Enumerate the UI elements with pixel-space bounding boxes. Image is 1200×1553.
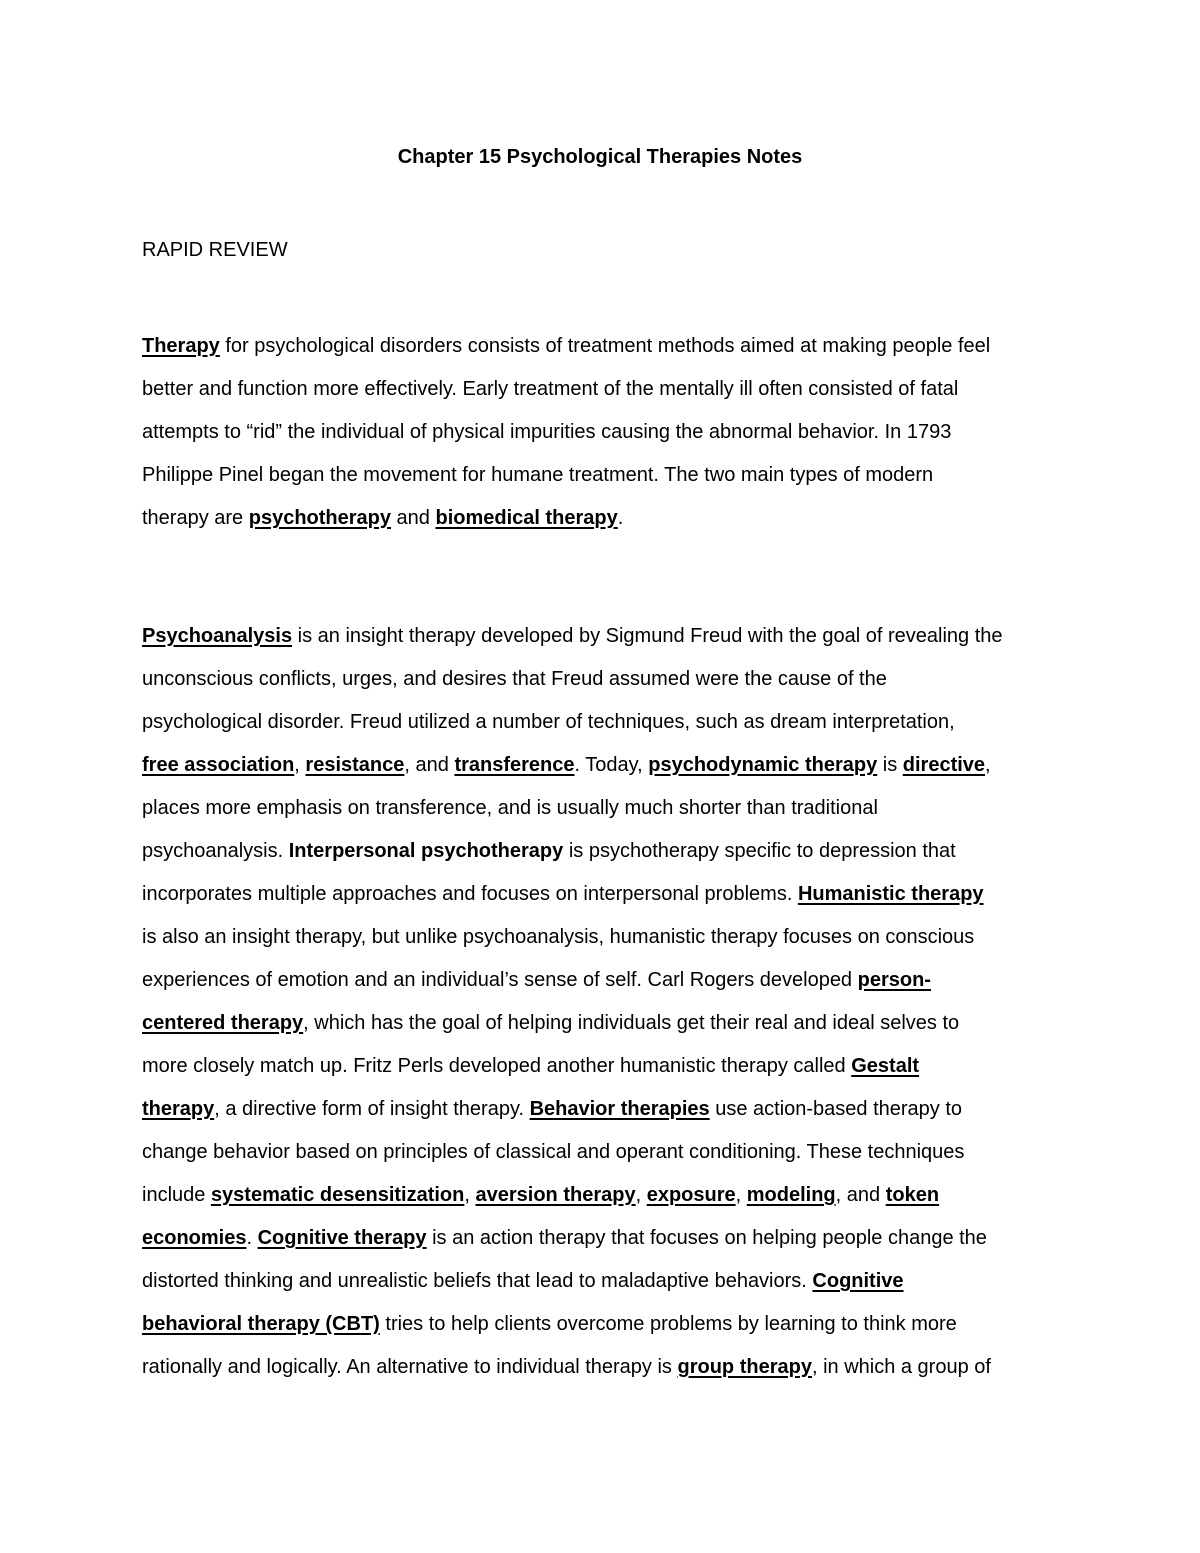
text-run: places more emphasis on transference, and is usually much shorter than traditional — [142, 797, 878, 819]
key-term: group therapy — [677, 1356, 812, 1378]
text-run: therapy are — [142, 507, 249, 529]
text-run: , in which a group of — [811, 1356, 991, 1378]
key-term: centered therapy — [142, 1012, 304, 1034]
text-line — [142, 873, 1062, 916]
text-run: unconscious conflicts, urges, and desires that Freud assumed were the cause of the — [142, 668, 887, 690]
text-line — [142, 1260, 1062, 1303]
key-term: aversion therapy — [475, 1184, 636, 1206]
text-line — [142, 959, 1062, 1002]
key-term: Gestalt — [851, 1055, 920, 1077]
key-term: therapy — [142, 1098, 215, 1120]
key-term: behavioral therapy (CBT) — [142, 1313, 380, 1335]
text-line — [142, 1174, 1062, 1217]
text-line — [142, 787, 1062, 830]
key-term: modeling — [746, 1184, 836, 1206]
key-term: resistance — [305, 754, 405, 776]
text-run: experiences of emotion and an individual’s sense of self. Carl Rogers developed — [142, 969, 858, 991]
text-line — [142, 1346, 1062, 1389]
text-line — [142, 368, 1062, 411]
text-run: , — [294, 754, 306, 776]
text-run: is an action therapy that focuses on helping people change the — [426, 1227, 987, 1249]
text-run: use action-based therapy to — [709, 1098, 963, 1120]
key-term: systematic desensitization — [210, 1184, 465, 1206]
paragraph-therapy-types — [142, 615, 1062, 1389]
text-run: distorted thinking and unrealistic beliefs that lead to maladaptive behaviors. — [142, 1270, 813, 1292]
text-run: . — [617, 507, 624, 529]
text-line — [142, 1303, 1062, 1346]
text-line — [142, 1088, 1062, 1131]
text-line — [142, 744, 1062, 787]
text-line — [142, 658, 1062, 701]
text-line — [142, 830, 1062, 873]
text-run: for psychological disorders consists of treatment methods aimed at making people feel — [219, 335, 991, 357]
text-line — [142, 1002, 1062, 1045]
text-line — [142, 325, 1062, 368]
text-run: , a directive form of insight therapy. — [214, 1098, 530, 1120]
text-run: psychoanalysis. — [142, 840, 289, 862]
text-run: , which has the goal of helping individuals get their real and ideal selves to — [303, 1012, 960, 1034]
text-run: , and — [404, 754, 455, 776]
text-run: . — [246, 1227, 258, 1249]
text-line — [142, 1045, 1062, 1088]
text-line — [142, 916, 1062, 959]
text-run: tries to help clients overcome problems by learning to think more — [379, 1313, 957, 1335]
key-term: token — [885, 1184, 940, 1206]
key-term: economies — [142, 1227, 247, 1249]
text-line — [142, 701, 1062, 744]
key-term: Cognitive — [812, 1270, 904, 1292]
text-run: is psychotherapy specific to depression that — [563, 840, 956, 862]
text-line — [142, 615, 1062, 658]
text-run: , — [464, 1184, 476, 1206]
text-run: include — [142, 1184, 211, 1206]
text-line — [142, 454, 1062, 497]
text-run: , and — [835, 1184, 886, 1206]
bold-term: Interpersonal psychotherapy — [288, 840, 564, 862]
paragraph-therapy-overview — [142, 325, 1062, 540]
text-run: and — [391, 507, 436, 529]
text-line — [142, 1131, 1062, 1174]
key-term: free association — [142, 754, 295, 776]
text-run: better and function more effectively. Early treatment of the mentally ill often consisted of fatal — [142, 378, 959, 400]
key-term: Psychoanalysis — [142, 625, 293, 647]
text-run: rationally and logically. An alternative to individual therapy is — [142, 1356, 678, 1378]
text-line — [142, 411, 1062, 454]
text-run: is also an insight therapy, but unlike psychoanalysis, humanistic therapy focuses on conscious — [142, 926, 975, 948]
key-term: exposure — [646, 1184, 736, 1206]
text-run: attempts to “rid” the individual of physical impurities causing the abnormal behavior. In 1793 — [142, 421, 952, 443]
text-run: is an insight therapy developed by Sigmund Freud with the goal of revealing the — [292, 625, 1003, 647]
text-run: more closely match up. Fritz Perls developed another humanistic therapy called — [142, 1055, 852, 1077]
text-run: psychological disorder. Freud utilized a number of techniques, such as dream interpretation, — [142, 711, 955, 733]
key-term: Cognitive therapy — [257, 1227, 427, 1249]
key-term: person- — [857, 969, 931, 991]
text-run: , — [635, 1184, 647, 1206]
text-run: Philippe Pinel began the movement for humane treatment. The two main types of modern — [142, 464, 934, 486]
page-title: Chapter 15 Psychological Therapies Notes — [397, 146, 803, 168]
key-term: Humanistic therapy — [797, 883, 984, 905]
text-line — [142, 1217, 1062, 1260]
key-term: transference — [454, 754, 575, 776]
text-run: change behavior based on principles of classical and operant conditioning. These techniques — [142, 1141, 965, 1163]
section-heading: RAPID REVIEW — [142, 239, 288, 261]
text-run: , — [735, 1184, 747, 1206]
text-run: incorporates multiple approaches and focuses on interpersonal problems. — [142, 883, 798, 905]
key-term: biomedical therapy — [435, 507, 618, 529]
text-run: , — [985, 754, 991, 776]
text-run: . Today, — [574, 754, 649, 776]
key-term: directive — [902, 754, 986, 776]
key-term: psychotherapy — [248, 507, 391, 529]
text-run: is — [877, 754, 903, 776]
text-line — [142, 497, 1062, 540]
key-term: Therapy — [142, 335, 220, 357]
key-term: Behavior therapies — [529, 1098, 710, 1120]
key-term: psychodynamic therapy — [648, 754, 878, 776]
